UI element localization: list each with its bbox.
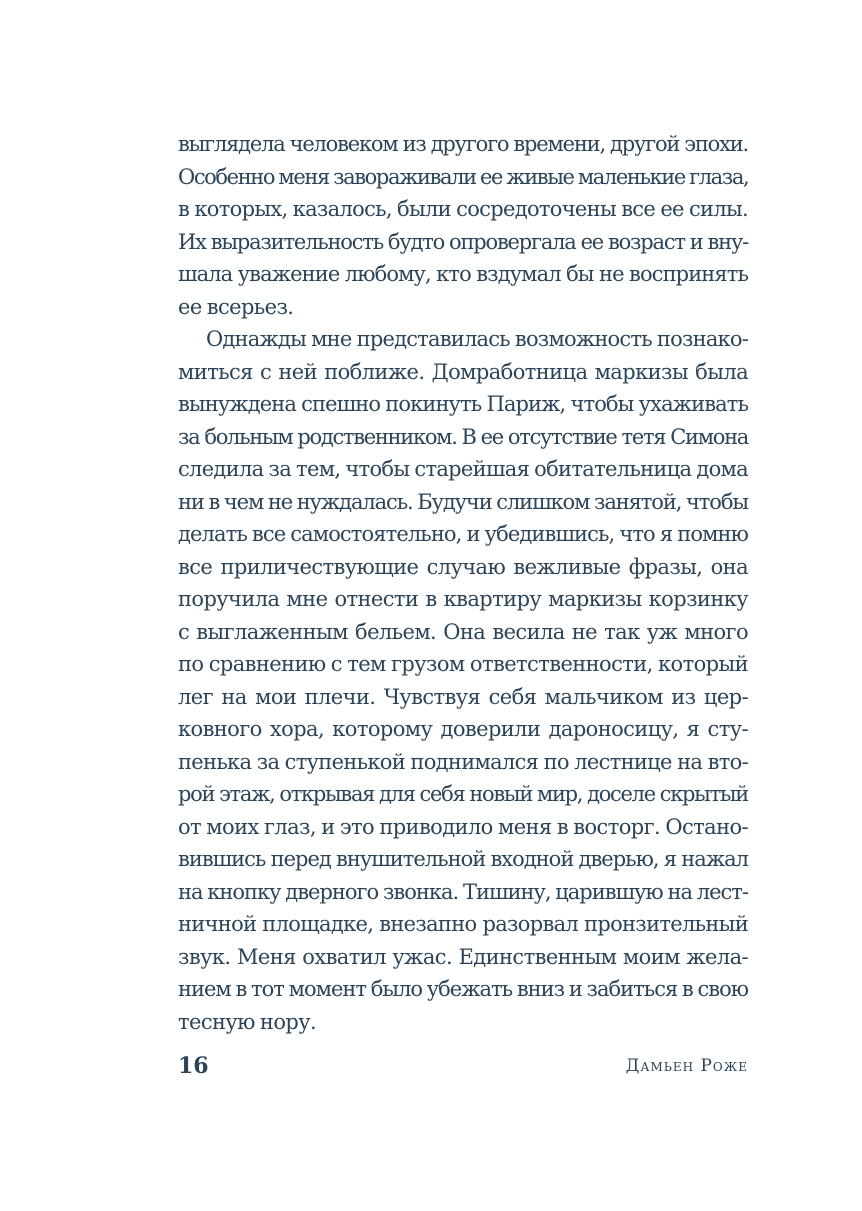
text-line: пенька за ступенькой поднимался по лестнице на вто-	[178, 749, 748, 774]
text-line: ее всерьез.	[178, 294, 294, 319]
text-line: шала уважение любому, кто вздумал бы не воспринять	[178, 262, 748, 286]
text-line: ничной площадке, внезапно разорвал пронзительный	[178, 912, 748, 936]
text-line: рой этаж, открывая для себя новый мир, доселе скрытый	[178, 782, 748, 806]
text-line: звук. Меня охватил ужас. Единственным моим жела-	[178, 944, 748, 969]
text-line: Их выразительность будто опровергала ее возраст и вну-	[178, 229, 748, 254]
text-line: нием в тот момент было убежать вниз и забиться в свою	[178, 977, 748, 1001]
page-number: 16	[178, 1053, 209, 1079]
running-head-author: Дамьен Роже	[625, 1056, 748, 1076]
text-line: ковного хора, которому доверили дароносицу, я сту-	[178, 717, 748, 741]
text-line: делать все самостоятельно, и убедившись, что я помню	[178, 522, 748, 546]
text-line: следила за тем, чтобы старейшая обитательница дома	[178, 457, 748, 481]
page-footer	[178, 1048, 748, 1084]
text-line: лег на мои плечи. Чувствуя себя мальчиком из цер-	[178, 684, 748, 709]
text-line: Особенно меня завораживали ее живые маленькие глаза,	[178, 164, 749, 189]
text-line: вынуждена спешно покинуть Париж, чтобы ухаживать	[178, 392, 748, 416]
text-line: от моих глаз, и это приводило меня в восторг. Остано-	[178, 814, 748, 839]
text-line: Однажды мне представилась возможность познако-	[206, 327, 748, 351]
text-line: все приличествующие случаю вежливые фразы, она	[178, 554, 748, 579]
text-line: за больным родственником. В ее отсутствие тетя Симона	[178, 424, 748, 449]
text-line: по сравнению с тем грузом ответственности, который	[178, 652, 748, 676]
text-line: выглядела человеком из другого времени, другой эпохи.	[178, 132, 748, 156]
text-line: с выглаженным бельем. Она весила не так уж много	[178, 619, 748, 644]
text-line: ни в чем не нуждалась. Будучи слишком занятой, чтобы	[178, 489, 748, 514]
text-line: в которых, казалось, были сосредоточены все ее силы.	[178, 197, 748, 221]
text-line: на кнопку дверного звонка. Тишину, царившую на лест-	[178, 879, 748, 904]
text-line: тесную нору.	[178, 1009, 317, 1034]
text-line: вившись перед внушительной входной дверью, я нажал	[178, 847, 748, 871]
body-text	[178, 128, 748, 1038]
text-line: поручила мне отнести в квартиру маркизы корзинку	[178, 587, 748, 611]
text-line: миться с ней поближе. Домработница маркизы была	[178, 359, 748, 384]
